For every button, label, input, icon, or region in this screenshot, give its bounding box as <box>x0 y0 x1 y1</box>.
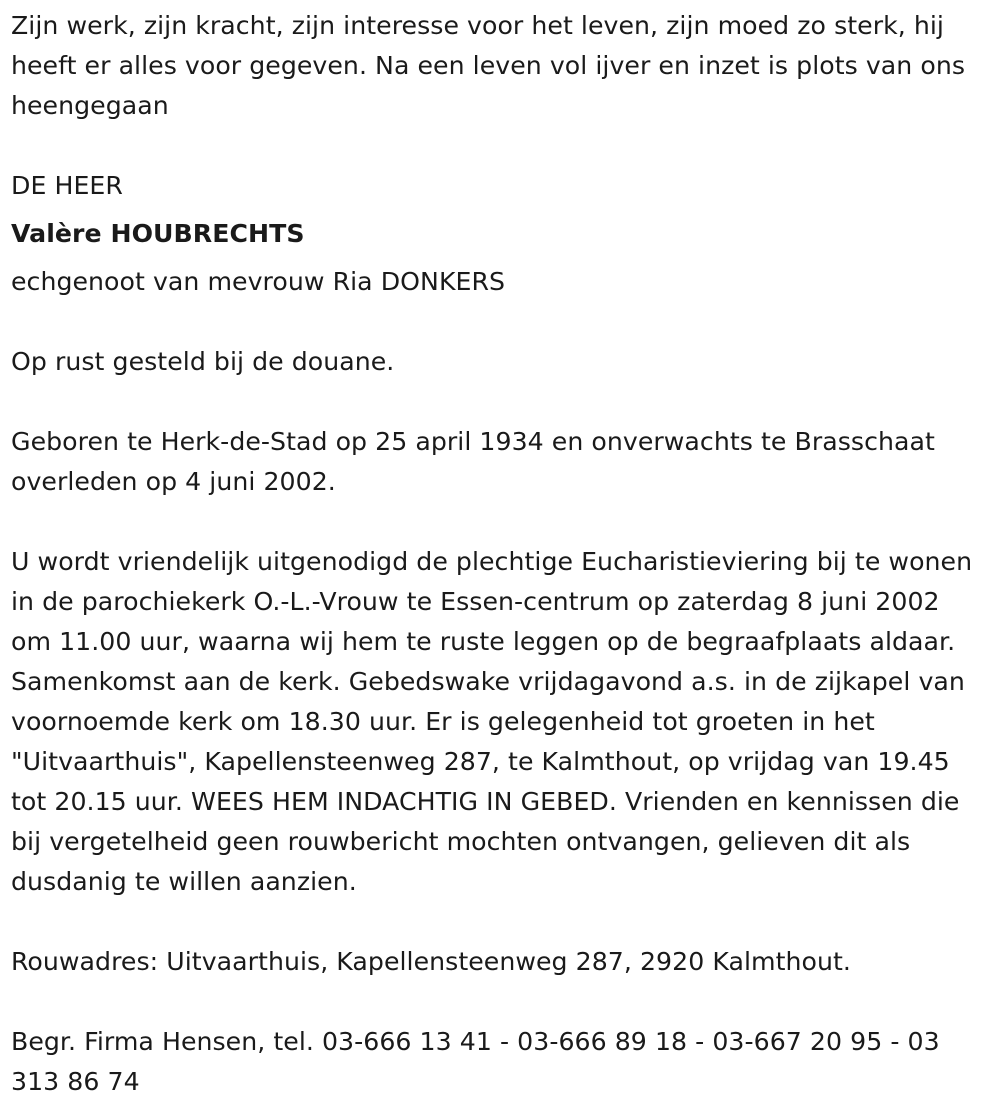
spacer <box>11 902 986 942</box>
mourning-address: Rouwadres: Uitvaarthuis, Kapellensteenweg 287, 2920 Kalmthout. <box>11 947 851 976</box>
spacer <box>11 254 986 262</box>
spouse-line: echgenoot van mevrouw Ria DONKERS <box>11 267 506 296</box>
spacer <box>11 382 986 422</box>
spacer <box>11 502 986 542</box>
spacer <box>11 982 986 1022</box>
ceremony-paragraph: U wordt vriendelijk uitgenodigd de plechtige Eucharistieviering bij te wonen in de parochiekerk O.-L.-Vrouw te Essen-centrum op zaterdag 8 juni 2002 om 11.00 uur, waarna wij hem te ruste leggen op de begraafplaats aldaar. Samenkomst aan de kerk. Gebedswake vrijdagavond a.s. in de zijkapel van voornoemde kerk om 18.30 uur. Er is gelegenheid tot groeten in het "Uitvaarthuis", Kapellensteenweg 287, te Kalmthout, op vrijdag van 19.45 tot 20.15 uur. WEES HEM INDACHTIG IN GEBED. Vrienden en kennissen die bij vergetelheid geen rouwbericht mochten ontvangen, gelieven dit als dusdanig te willen aanzien. <box>11 547 973 896</box>
birth-death-paragraph: Geboren te Herk-de-Stad op 25 april 1934 en onverwachts te Brasschaat overleden op 4 juni 2002. <box>11 427 935 496</box>
intro-paragraph: Zijn werk, zijn kracht, zijn interesse voor het leven, zijn moed zo sterk, hij heeft er alles voor gegeven. Na een leven vol ijver en inzet is plots van ons heengegaan <box>11 11 966 120</box>
career-line: Op rust gesteld bij de douane. <box>11 347 395 376</box>
spacer <box>11 302 986 342</box>
spacer <box>11 206 986 214</box>
title-prefix: DE HEER <box>11 171 123 200</box>
obituary-document <box>11 6 986 1102</box>
deceased-name: Valère HOUBRECHTS <box>11 219 305 248</box>
undertaker-line: Begr. Firma Hensen, tel. 03-666 13 41 - 03-666 89 18 - 03-667 20 95 - 03 313 86 74 <box>11 1027 940 1096</box>
spacer <box>11 126 986 166</box>
